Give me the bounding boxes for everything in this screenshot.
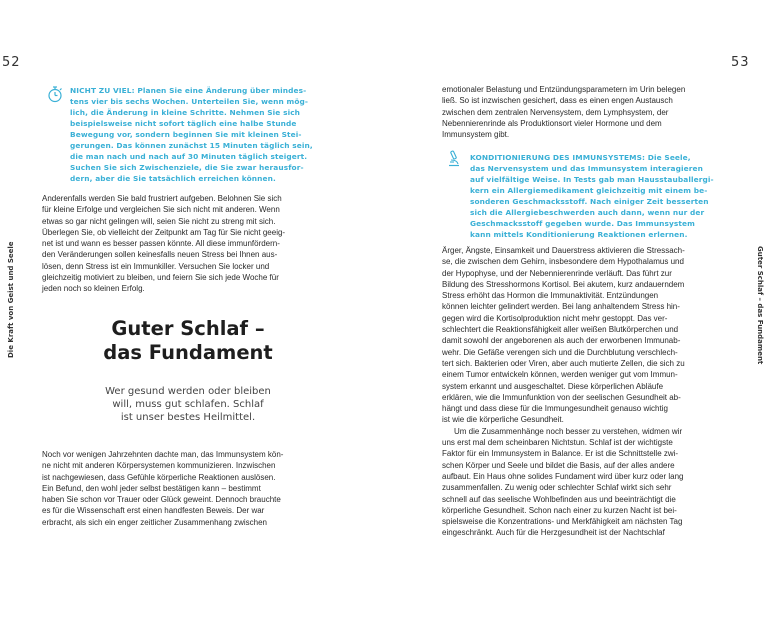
text-line: es für die Wissenschaft erst einen handfesten Beweis. Der war (42, 506, 265, 516)
text-line: erklären, wie die Immunfunktion von der seelischen Gesundheit ab- (442, 392, 681, 402)
text-line: ist nachgewiesen, dass Gefühle körperliche Reaktionen auslösen. (42, 472, 276, 482)
text-line: schen Körper und Seele und bildet die Basis, auf der alles andere (442, 460, 675, 470)
text-line: aufbaut. Ein Haus ohne solides Fundament wird über kurz oder lang (442, 471, 684, 481)
text-line: gleichzeitig motiviert zu bleiben, und feiern Sie sich jede Woche für (42, 273, 279, 283)
tip-line: kern ein Allergiemedikament gleichzeitig mit einem be- (470, 186, 708, 195)
running-title-right: Guter Schlaf – das Fundament (756, 246, 764, 365)
heading-line: das Fundament (103, 341, 273, 364)
text-line: Ärger, Ängste, Einsamkeit und Dauerstress aktivieren die Stressach- (442, 246, 685, 255)
tip-line: gerungen. Das können zunächst 15 Minuten täglich sein, (70, 141, 313, 150)
text-line: tert sich. Bakterien oder Viren, aber auch mutierte Zellen, die sich zu (442, 358, 685, 368)
subheading-line: Wer gesund werden oder bleiben (105, 386, 271, 397)
tip-line: KONDITIONIERUNG DES IMMUNSYSTEMS: Die Seele, (470, 153, 691, 162)
stopwatch-icon (47, 85, 63, 103)
text-line: ne nicht mit anderen Körpersystemen kommunizieren. Inzwischen (42, 461, 276, 471)
text-line: spielsweise die Konzentrations- und Merkfähigkeit am nächsten Tag (442, 517, 683, 527)
right-paragraph-2 (442, 245, 685, 539)
left-paragraph-2 (42, 449, 283, 528)
tip-line: das Nervensystem und das Immunsystem interagieren (470, 164, 703, 173)
text-line: schlechtert die Reaktionsfähigkeit aller weißen Blutkörperchen und (442, 325, 679, 335)
text-line: Immunsystem gibt. (442, 130, 510, 140)
text-line: damit sowohl der angeborenen als auch der erworbenen Immunab- (442, 336, 681, 346)
text-line: gegen wird die Kortisolproduktion nicht mehr gestoppt. Das ver- (442, 313, 668, 323)
microscope-icon (446, 150, 462, 168)
text-line: lösen, denn Stress ist ein Immunkiller. Versuchen Sie locker und (42, 261, 270, 271)
text-line: für kleine Erfolge und vergleichen Sie sich nicht mit anderen. Wenn (42, 205, 280, 215)
text-line: Nebennierenrinde als Produktionsort vieler Hormone und dem (442, 118, 662, 128)
text-line: hängt und dass diese für die Immungesundheit genauso wichtig (442, 404, 668, 414)
tip-line: Bewegung vor, sondern beginnen Sie mit kleinen Stei- (70, 130, 302, 139)
text-line: system erkannt und ausgeschaltet. Diese körperlichen Abläufe (442, 381, 664, 391)
chapter-heading (60, 317, 316, 365)
text-line: eingeschränkt. Auch für die Herzgesundheit ist der Nachtschlaf (442, 528, 665, 538)
text-line: emotionaler Belastung und Entzündungsparametern im Urin belegen (442, 85, 686, 94)
tip-line: Suchen Sie sich Zwischenziele, die Sie zwar herausfor- (70, 163, 304, 172)
tip-line: kann mittels Konditionierung Reaktionen erlernen. (470, 230, 688, 239)
text-line: schnell auf das seelische Wohlbefinden aus und beeinträchtigt die (442, 494, 676, 504)
text-line: Faktor für ein Immunsystem in Balance. Er ist die Schnittstelle zwi- (442, 449, 679, 459)
text-line: wehr. Die Gefäße verengen sich und die Durchblutung verschlech- (442, 347, 678, 357)
text-line: Um die Zusammenhänge noch besser zu verstehen, widmen wir (454, 426, 683, 436)
text-line: Stress erhöht das Hormon die Immunaktivität. Entzündungen (442, 291, 659, 301)
chapter-subheading (60, 385, 316, 424)
text-line: Noch vor wenigen Jahrzehnten dachte man, das Immunsystem kön- (42, 450, 284, 459)
text-line: haben Sie schon vor Trauer oder Glück geweint. Dennoch brauchte (42, 495, 281, 505)
tip-line: tens vier bis sechs Wochen. Unterteilen Sie, wenn mög- (70, 97, 309, 106)
text-line: erbracht, als sich ein enger zeitlicher Zusammenhang zwischen (42, 517, 267, 527)
page-number-right: 53 (731, 55, 750, 70)
text-line: jeden noch so kleinen Erfolg. (42, 284, 145, 294)
tip-line: NICHT ZU VIEL: Planen Sie eine Änderung über mindes- (70, 86, 307, 95)
text-line: Bildung des Stresshormons Kortisol. Bei akutem, kurz andauerndem (442, 279, 685, 289)
text-line: etwas so gar nicht gelingen will, seien Sie nicht zu streng mit sich. (42, 216, 276, 226)
text-line: Überlegen Sie, ob vielleicht der Zeitpunkt am Tag für Sie nicht geeig- (42, 227, 286, 237)
text-line: einem Tumor entwickeln können, werden weniger gut vom Immun- (442, 370, 678, 380)
text-line: Ein Befund, den wohl jeder selbst bestätigen kann – bestimmt (42, 483, 261, 493)
tip-line: auf vielfältige Weise. In Tests gab man Hausstauballergi- (470, 175, 714, 184)
subheading-line: will, muss gut schlafen. Schlaf (112, 399, 264, 410)
text-line: se, die zwischen dem Gehirn, insbesondere dem Hypothalamus und (442, 257, 684, 267)
text-line: uns erst mal dem scheinbaren Nichtstun. Schlaf ist der wichtigste (442, 438, 673, 448)
left-paragraph-1 (42, 193, 285, 295)
right-paragraph-1 (442, 84, 685, 140)
text-line: den Veränderungen sollen keinesfalls neuen Stress bei Ihnen aus- (42, 250, 278, 260)
tip-line: die man nach und nach auf 30 Minuten täglich steigert. (70, 152, 308, 161)
tip-line: dern, aber die Sie tatsächlich erreichen können. (70, 174, 276, 183)
text-line: körperliche Gesundheit. Schon nach einer zu kurzen Nacht ist bei- (442, 505, 677, 515)
text-line: Anderenfalls werden Sie bald frustriert aufgeben. Belohnen Sie sich (42, 194, 282, 203)
tip-line: beispielsweise nicht sofort täglich eine halbe Stunde (70, 119, 297, 128)
subheading-line: ist unser bestes Heilmittel. (120, 412, 256, 423)
text-line: zwischen dem zentralen Nervensystem, dem Lymphsystem, der (442, 107, 669, 117)
text-line: können leichter gelindert werden. Bei lang anhaltendem Stress hin- (442, 302, 680, 312)
tip-line: Geschmacksstoff gegeben wurde. Das Immunsystem (470, 219, 695, 228)
running-title-left: Die Kraft von Geist und Seele (7, 241, 15, 358)
text-line: net ist und wann es besser passen könnte. All diese immunfördern- (42, 239, 280, 249)
tip-line: sich die Allergiebeschwerden auch dann, wenn nur der (470, 208, 705, 217)
heading-line: Guter Schlaf – (111, 317, 265, 340)
tip-box-left (70, 85, 313, 184)
tip-line: lich, die Änderung in kleine Schritte. Nehmen Sie sich (70, 108, 301, 117)
text-line: zusammenfallen. Zu wenig oder schlechter Schlaf wirkt sich sehr (442, 483, 672, 493)
tip-line: sonderen Geschmacksstoff. Nach einiger Zeit besserten (470, 197, 709, 206)
text-line: ließ. So ist inzwischen gesichert, dass es einen engen Austausch (442, 96, 673, 106)
text-line: der Hypophyse, und der Nebennierenrinde verläuft. Das führt zur (442, 268, 672, 278)
page-number-left: 52 (2, 55, 21, 70)
text-line: ist wie die körperliche Gesundheit. (442, 415, 564, 425)
tip-box-right (470, 152, 714, 240)
